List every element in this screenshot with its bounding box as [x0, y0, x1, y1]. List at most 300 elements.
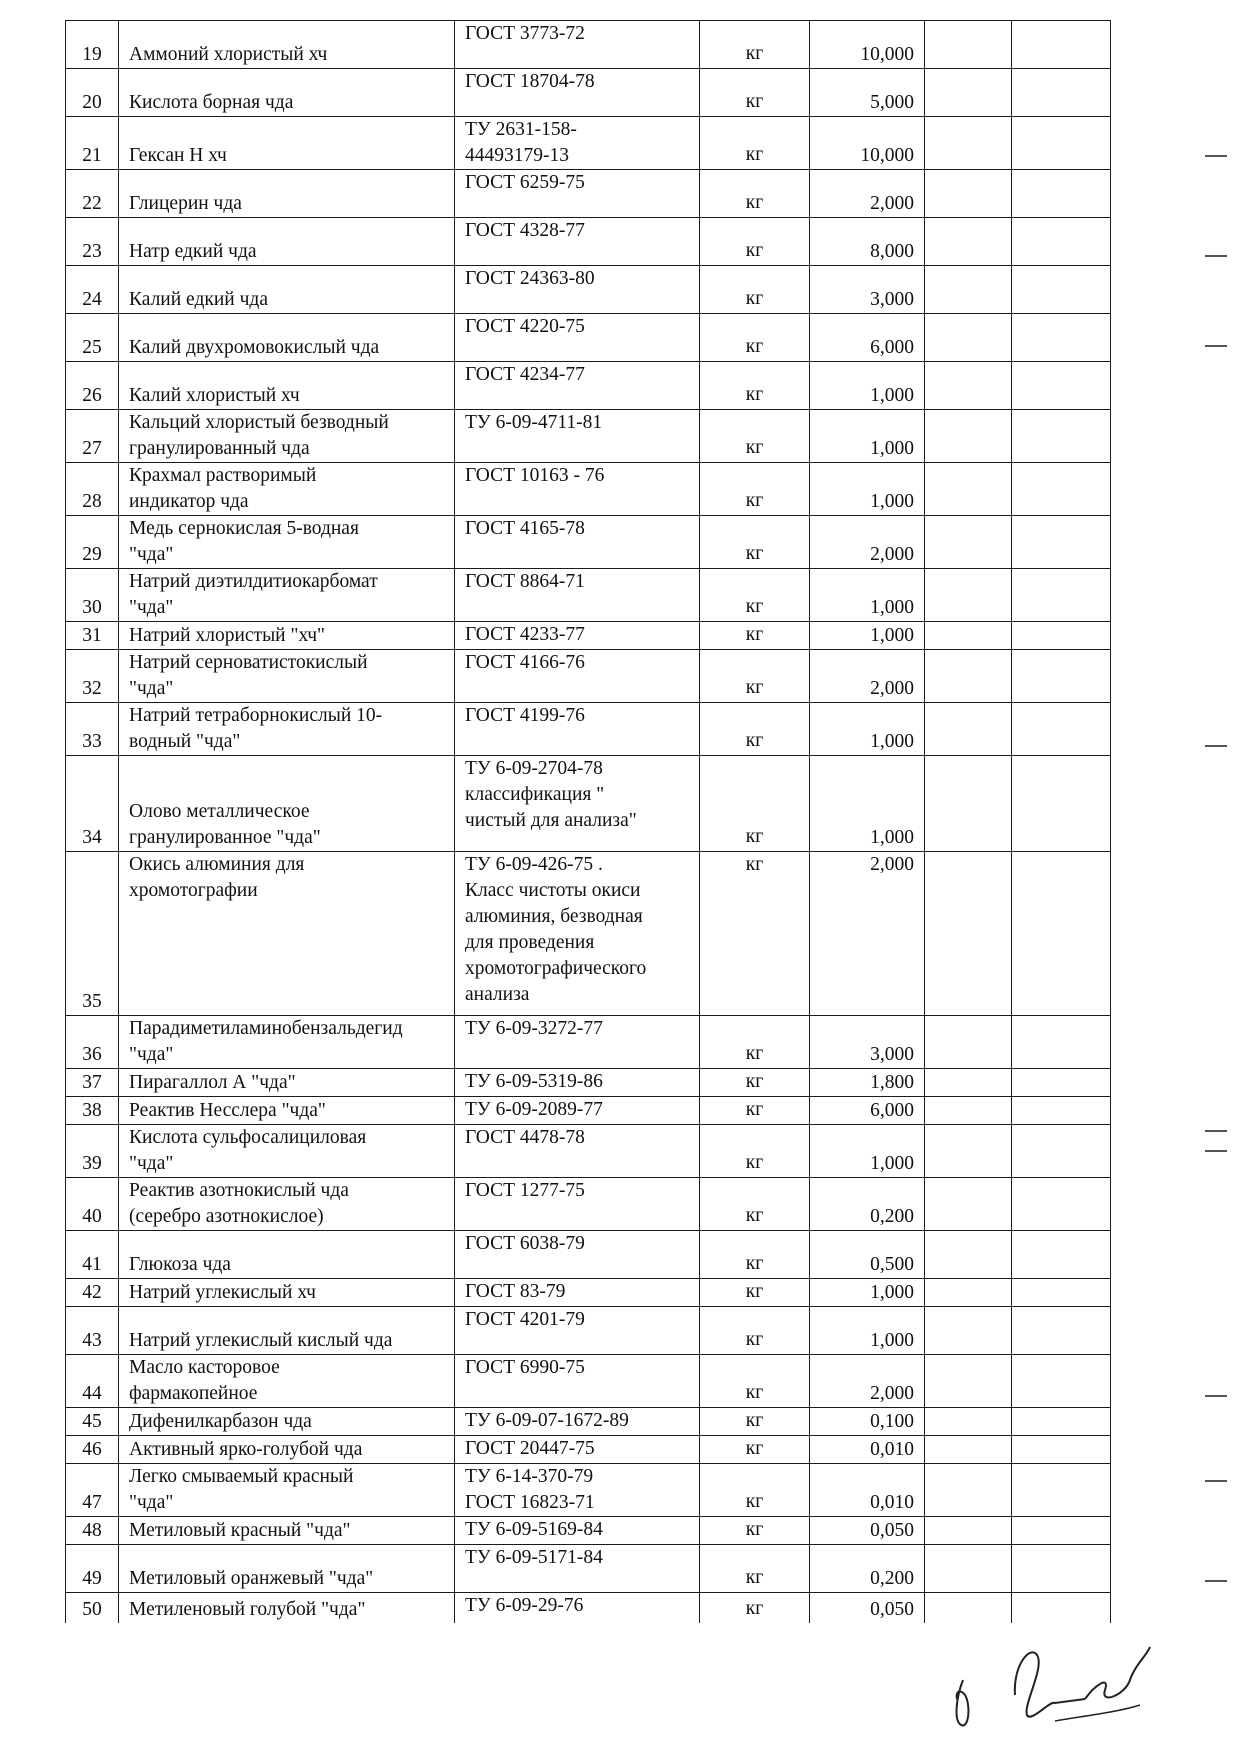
empty-cell: [925, 622, 1012, 650]
row-number-cell: [66, 622, 119, 650]
quantity-cell: [810, 1307, 925, 1355]
reagent-name-text: Калий двухромовокислый чда: [129, 337, 380, 358]
row-number-cell: [66, 1069, 119, 1097]
unit-cell: [700, 266, 810, 314]
quantity-cell: [810, 703, 925, 756]
quantity-cell: [810, 1125, 925, 1178]
unit-cell: [700, 117, 810, 170]
reagent-name-text: Натрий углекислый кислый чда: [129, 1330, 393, 1351]
row-number-text: 31: [82, 625, 102, 646]
reagent-name-text: Олово металлическое гранулированное "чда": [129, 801, 321, 848]
quantity-text: 3,000: [870, 1044, 914, 1065]
unit-cell: [700, 622, 810, 650]
standard-text: ТУ 2631-158- 44493179-13: [465, 119, 577, 166]
row-number-cell: [66, 21, 119, 69]
reagent-name-text: Метиленовый голубой "чда": [129, 1598, 366, 1620]
row-number-text: 41: [82, 1254, 102, 1275]
unit-text: кг: [745, 43, 764, 64]
row-number-cell: [66, 1593, 119, 1623]
unit-cell: [700, 1436, 810, 1464]
quantity-cell: [810, 21, 925, 69]
standard-cell: [455, 1307, 700, 1355]
row-number-text: 24: [82, 289, 102, 310]
row-number-cell: [66, 1125, 119, 1178]
row-number-cell: [66, 1408, 119, 1436]
quantity-cell: [810, 852, 925, 1016]
row-number-text: 37: [82, 1072, 102, 1093]
quantity-text: 1,000: [870, 491, 914, 512]
empty-cell: [925, 1517, 1012, 1545]
quantity-text: 0,200: [870, 1568, 914, 1589]
row-number-cell: [66, 69, 119, 117]
row-number-text: 27: [82, 438, 102, 459]
standard-text: ТУ 6-09-07-1672-89: [465, 1410, 629, 1431]
empty-cell: [925, 362, 1012, 410]
unit-text: кг: [745, 1281, 764, 1302]
quantity-cell: [810, 1097, 925, 1125]
unit-cell: [700, 569, 810, 622]
quantity-cell: [810, 314, 925, 362]
row-number-text: 48: [82, 1520, 102, 1541]
reagent-name-text: Кислота сульфосалициловая "чда": [129, 1127, 367, 1174]
quantity-cell: [810, 117, 925, 170]
empty-cell: [925, 650, 1012, 703]
standard-cell: [455, 1593, 700, 1623]
unit-text: кг: [745, 384, 764, 405]
standard-cell: [455, 1464, 700, 1517]
empty-cell: [925, 852, 1012, 1016]
unit-text: кг: [745, 1567, 764, 1588]
empty-cell: [1012, 1279, 1111, 1307]
standard-text: ГОСТ 6259-75: [465, 172, 585, 193]
standard-cell: [455, 1279, 700, 1307]
quantity-cell: [810, 266, 925, 314]
reagent-name-cell: [119, 1545, 455, 1593]
empty-cell: [925, 170, 1012, 218]
standard-cell: [455, 569, 700, 622]
quantity-text: 2,000: [870, 193, 914, 214]
row-number-text: 28: [82, 491, 102, 512]
reagent-name-cell: [119, 1408, 455, 1436]
table-row: [66, 852, 1111, 1016]
empty-cell: [925, 69, 1012, 117]
quantity-text: 1,000: [870, 385, 914, 406]
reagent-name-cell: [119, 410, 455, 463]
empty-cell: [1012, 218, 1111, 266]
empty-cell: [925, 218, 1012, 266]
table-row: [66, 463, 1111, 516]
unit-text: кг: [745, 596, 764, 617]
standard-cell: [455, 1408, 700, 1436]
unit-text: кг: [745, 1043, 764, 1064]
row-number-cell: [66, 314, 119, 362]
quantity-cell: [810, 218, 925, 266]
row-number-cell: [66, 1307, 119, 1355]
table-row: [66, 266, 1111, 314]
row-number-text: 50: [82, 1598, 102, 1620]
unit-text: кг: [745, 1099, 764, 1120]
unit-text: кг: [745, 1253, 764, 1274]
unit-cell: [700, 1125, 810, 1178]
table-row: [66, 362, 1111, 410]
reagent-name-text: Натрий диэтилдитиокарбомат "чда": [129, 571, 378, 618]
unit-text: кг: [745, 1329, 764, 1350]
row-number-cell: [66, 1436, 119, 1464]
row-number-text: 49: [82, 1568, 102, 1589]
quantity-text: 0,050: [870, 1520, 914, 1541]
quantity-text: 1,000: [870, 1330, 914, 1351]
empty-cell: [1012, 1408, 1111, 1436]
unit-cell: [700, 362, 810, 410]
quantity-cell: [810, 463, 925, 516]
empty-cell: [925, 516, 1012, 569]
reagent-name-cell: [119, 1069, 455, 1097]
unit-cell: [700, 1097, 810, 1125]
row-number-text: 21: [82, 145, 102, 166]
table-row: [66, 170, 1111, 218]
row-number-cell: [66, 1279, 119, 1307]
row-number-text: 38: [82, 1100, 102, 1121]
unit-cell: [700, 703, 810, 756]
standard-text: ГОСТ 8864-71: [465, 571, 585, 592]
empty-cell: [1012, 516, 1111, 569]
reagent-name-text: Аммоний хлористый хч: [129, 44, 328, 65]
unit-text: кг: [745, 1152, 764, 1173]
standard-text: ГОСТ 4201-79: [465, 1309, 585, 1330]
standard-cell: [455, 1016, 700, 1069]
reagent-name-text: Пирагаллол А "чда": [129, 1072, 296, 1093]
standard-text: ТУ 6-09-5319-86: [465, 1071, 603, 1092]
reagent-name-text: Крахмал растворимый индикатор чда: [129, 465, 317, 512]
standard-cell: [455, 1097, 700, 1125]
quantity-cell: [810, 410, 925, 463]
quantity-cell: [810, 622, 925, 650]
table-row: [66, 650, 1111, 703]
row-number-text: 29: [82, 544, 102, 565]
table-row: [66, 218, 1111, 266]
empty-cell: [925, 117, 1012, 170]
row-number-cell: [66, 1464, 119, 1517]
empty-cell: [925, 1097, 1012, 1125]
empty-cell: [925, 1069, 1012, 1097]
empty-cell: [925, 1279, 1012, 1307]
standard-text: ТУ 6-09-2089-77: [465, 1099, 603, 1120]
reagent-name-cell: [119, 703, 455, 756]
reagent-name-cell: [119, 218, 455, 266]
empty-cell: [925, 756, 1012, 852]
quantity-text: 1,000: [870, 438, 914, 459]
standard-cell: [455, 852, 700, 1016]
row-number-cell: [66, 463, 119, 516]
quantity-text: 8,000: [870, 241, 914, 262]
unit-text: кг: [745, 91, 764, 112]
reagent-name-text: Натрий хлористый "хч": [129, 625, 325, 646]
table-row: [66, 516, 1111, 569]
reagent-name-text: Калий хлористый хч: [129, 385, 300, 406]
quantity-text: 2,000: [870, 678, 914, 699]
reagent-name-text: Медь сернокислая 5-водная "чда": [129, 518, 359, 565]
quantity-cell: [810, 1436, 925, 1464]
reagent-name-cell: [119, 362, 455, 410]
row-number-cell: [66, 1231, 119, 1279]
reagent-name-text: Натрий тетраборнокислый 10- водный "чда": [129, 705, 383, 752]
reagent-name-cell: [119, 1016, 455, 1069]
unit-text: кг: [745, 624, 764, 645]
unit-cell: [700, 21, 810, 69]
quantity-cell: [810, 1279, 925, 1307]
standard-cell: [455, 21, 700, 69]
reagent-name-cell: [119, 170, 455, 218]
reagent-name-text: Натр едкий чда: [129, 241, 257, 262]
quantity-text: 2,000: [870, 1383, 914, 1404]
empty-cell: [1012, 170, 1111, 218]
row-number-cell: [66, 1517, 119, 1545]
reagent-name-text: Глицерин чда: [129, 193, 242, 214]
unit-text: кг: [745, 854, 764, 875]
table-row: [66, 1545, 1111, 1593]
row-number-text: 30: [82, 597, 102, 618]
standard-cell: [455, 516, 700, 569]
quantity-cell: [810, 69, 925, 117]
standard-cell: [455, 1545, 700, 1593]
reagent-name-text: Окись алюминия для хромотографии: [129, 854, 305, 901]
reagent-name-text: Метиловый оранжевый "чда": [129, 1568, 374, 1589]
standard-cell: [455, 703, 700, 756]
reagent-name-text: Метиловый красный "чда": [129, 1520, 351, 1541]
empty-cell: [1012, 756, 1111, 852]
reagent-name-cell: [119, 516, 455, 569]
quantity-text: 0,010: [870, 1492, 914, 1513]
reagent-name-cell: [119, 569, 455, 622]
quantity-cell: [810, 1408, 925, 1436]
standard-text: ГОСТ 1277-75: [465, 1180, 585, 1201]
quantity-cell: [810, 756, 925, 852]
reagent-name-cell: [119, 314, 455, 362]
row-number-cell: [66, 1097, 119, 1125]
quantity-cell: [810, 1464, 925, 1517]
row-number-cell: [66, 117, 119, 170]
reagent-name-cell: [119, 1231, 455, 1279]
table-row: [66, 314, 1111, 362]
empty-cell: [925, 463, 1012, 516]
standard-cell: [455, 1231, 700, 1279]
table-row: [66, 703, 1111, 756]
unit-text: кг: [745, 677, 764, 698]
standard-text: ГОСТ 83-79: [465, 1281, 566, 1302]
unit-cell: [700, 1307, 810, 1355]
empty-cell: [1012, 21, 1111, 69]
reagent-name-cell: [119, 622, 455, 650]
empty-cell: [925, 1231, 1012, 1279]
standard-text: ГОСТ 4220-75: [465, 316, 585, 337]
reagent-name-text: Кислота борная чда: [129, 92, 294, 113]
empty-cell: [925, 1307, 1012, 1355]
standard-text: ГОСТ 10163 - 76: [465, 465, 605, 486]
empty-cell: [1012, 1545, 1111, 1593]
row-number-text: 19: [82, 44, 102, 65]
table-row: [66, 1125, 1111, 1178]
table-row: [66, 622, 1111, 650]
standard-cell: [455, 1436, 700, 1464]
reagent-name-text: Реактив азотнокислый чда (серебро азотнокислое): [129, 1180, 349, 1227]
table-row: [66, 569, 1111, 622]
row-number-cell: [66, 1178, 119, 1231]
standard-text: ТУ 6-09-426-75 . Класс чистоты окиси алюминия, безводная для проведения хромотографического анализа: [465, 854, 647, 1005]
standard-text: ТУ 6-09-3272-77: [465, 1018, 603, 1039]
standard-text: ГОСТ 20447-75: [465, 1438, 595, 1459]
empty-cell: [1012, 852, 1111, 1016]
unit-text: кг: [745, 1071, 764, 1092]
reagent-name-cell: [119, 1307, 455, 1355]
empty-cell: [925, 1545, 1012, 1593]
quantity-cell: [810, 1178, 925, 1231]
standard-cell: [455, 170, 700, 218]
standard-text: ГОСТ 4478-78: [465, 1127, 585, 1148]
empty-cell: [925, 1178, 1012, 1231]
table-row: [66, 1069, 1111, 1097]
reagent-name-cell: [119, 69, 455, 117]
empty-cell: [1012, 463, 1111, 516]
quantity-cell: [810, 1593, 925, 1623]
quantity-cell: [810, 1355, 925, 1408]
quantity-text: 1,000: [870, 1153, 914, 1174]
quantity-text: 0,100: [870, 1411, 914, 1432]
table-row: [66, 1016, 1111, 1069]
quantity-cell: [810, 516, 925, 569]
unit-cell: [700, 1069, 810, 1097]
row-number-text: 40: [82, 1206, 102, 1227]
unit-cell: [700, 1279, 810, 1307]
unit-cell: [700, 516, 810, 569]
empty-cell: [925, 569, 1012, 622]
empty-cell: [925, 1016, 1012, 1069]
table-row: [66, 1231, 1111, 1279]
empty-cell: [1012, 314, 1111, 362]
row-number-text: 46: [82, 1439, 102, 1460]
standard-text: ТУ 6-09-5171-84: [465, 1547, 603, 1568]
table-row: [66, 1178, 1111, 1231]
table-body: [66, 21, 1111, 1623]
empty-cell: [925, 1355, 1012, 1408]
empty-cell: [925, 1464, 1012, 1517]
quantity-cell: [810, 362, 925, 410]
empty-cell: [1012, 1069, 1111, 1097]
empty-cell: [1012, 362, 1111, 410]
unit-text: кг: [745, 288, 764, 309]
empty-cell: [1012, 1097, 1111, 1125]
unit-text: кг: [745, 437, 764, 458]
row-number-cell: [66, 1545, 119, 1593]
quantity-cell: [810, 1517, 925, 1545]
reagent-name-cell: [119, 650, 455, 703]
quantity-text: 0,500: [870, 1254, 914, 1275]
quantity-text: 0,010: [870, 1439, 914, 1460]
reagent-name-cell: [119, 1517, 455, 1545]
unit-cell: [700, 756, 810, 852]
table-row: [66, 756, 1111, 852]
empty-cell: [1012, 1125, 1111, 1178]
empty-cell: [1012, 650, 1111, 703]
table-row: [66, 1355, 1111, 1408]
unit-cell: [700, 1178, 810, 1231]
table-row: [66, 410, 1111, 463]
unit-cell: [700, 1517, 810, 1545]
quantity-cell: [810, 569, 925, 622]
standard-cell: [455, 362, 700, 410]
empty-cell: [925, 703, 1012, 756]
reagent-name-text: Дифенилкарбазон чда: [129, 1411, 312, 1432]
standard-text: ГОСТ 4233-77: [465, 624, 585, 645]
reagent-name-text: Реактив Несслера "чда": [129, 1100, 326, 1121]
table-row: [66, 21, 1111, 69]
empty-cell: [1012, 1307, 1111, 1355]
reagent-name-text: Калий едкий чда: [129, 289, 268, 310]
table-row: [66, 117, 1111, 170]
row-number-cell: [66, 362, 119, 410]
scan-edge-marks: [1205, 0, 1240, 1754]
unit-cell: [700, 1464, 810, 1517]
unit-cell: [700, 314, 810, 362]
table-row: [66, 1279, 1111, 1307]
quantity-text: 1,000: [870, 827, 914, 848]
row-number-text: 39: [82, 1153, 102, 1174]
standard-text: ГОСТ 4328-77: [465, 220, 585, 241]
quantity-text: 0,050: [870, 1598, 914, 1620]
row-number-cell: [66, 1355, 119, 1408]
standard-text: ГОСТ 18704-78: [465, 71, 595, 92]
unit-text: кг: [745, 490, 764, 511]
quantity-text: 10,000: [860, 145, 914, 166]
reagent-name-cell: [119, 1097, 455, 1125]
empty-cell: [1012, 266, 1111, 314]
quantity-text: 0,200: [870, 1206, 914, 1227]
standard-cell: [455, 463, 700, 516]
standard-text: ГОСТ 4234-77: [465, 364, 585, 385]
quantity-cell: [810, 650, 925, 703]
unit-cell: [700, 463, 810, 516]
table-row: [66, 1517, 1111, 1545]
row-number-text: 26: [82, 385, 102, 406]
row-number-text: 20: [82, 92, 102, 113]
empty-cell: [925, 314, 1012, 362]
quantity-text: 2,000: [870, 544, 914, 565]
row-number-cell: [66, 1016, 119, 1069]
standard-cell: [455, 117, 700, 170]
unit-cell: [700, 170, 810, 218]
empty-cell: [1012, 703, 1111, 756]
standard-cell: [455, 1355, 700, 1408]
reagent-name-cell: [119, 21, 455, 69]
empty-cell: [1012, 1231, 1111, 1279]
reagent-name-cell: [119, 117, 455, 170]
quantity-text: 5,000: [870, 92, 914, 113]
standard-cell: [455, 1517, 700, 1545]
reagents-table: [65, 20, 1111, 1623]
row-number-cell: [66, 703, 119, 756]
quantity-cell: [810, 1231, 925, 1279]
row-number-text: 32: [82, 678, 102, 699]
standard-cell: [455, 218, 700, 266]
quantity-cell: [810, 170, 925, 218]
standard-cell: [455, 650, 700, 703]
empty-cell: [1012, 1016, 1111, 1069]
reagent-name-text: Масло касторовое фармакопейное: [129, 1357, 280, 1404]
empty-cell: [925, 1125, 1012, 1178]
standard-cell: [455, 756, 700, 852]
reagent-name-text: Глюкоза чда: [129, 1254, 231, 1275]
standard-text: ТУ 6-14-370-79 ГОСТ 16823-71: [465, 1466, 595, 1513]
unit-text: кг: [745, 826, 764, 847]
